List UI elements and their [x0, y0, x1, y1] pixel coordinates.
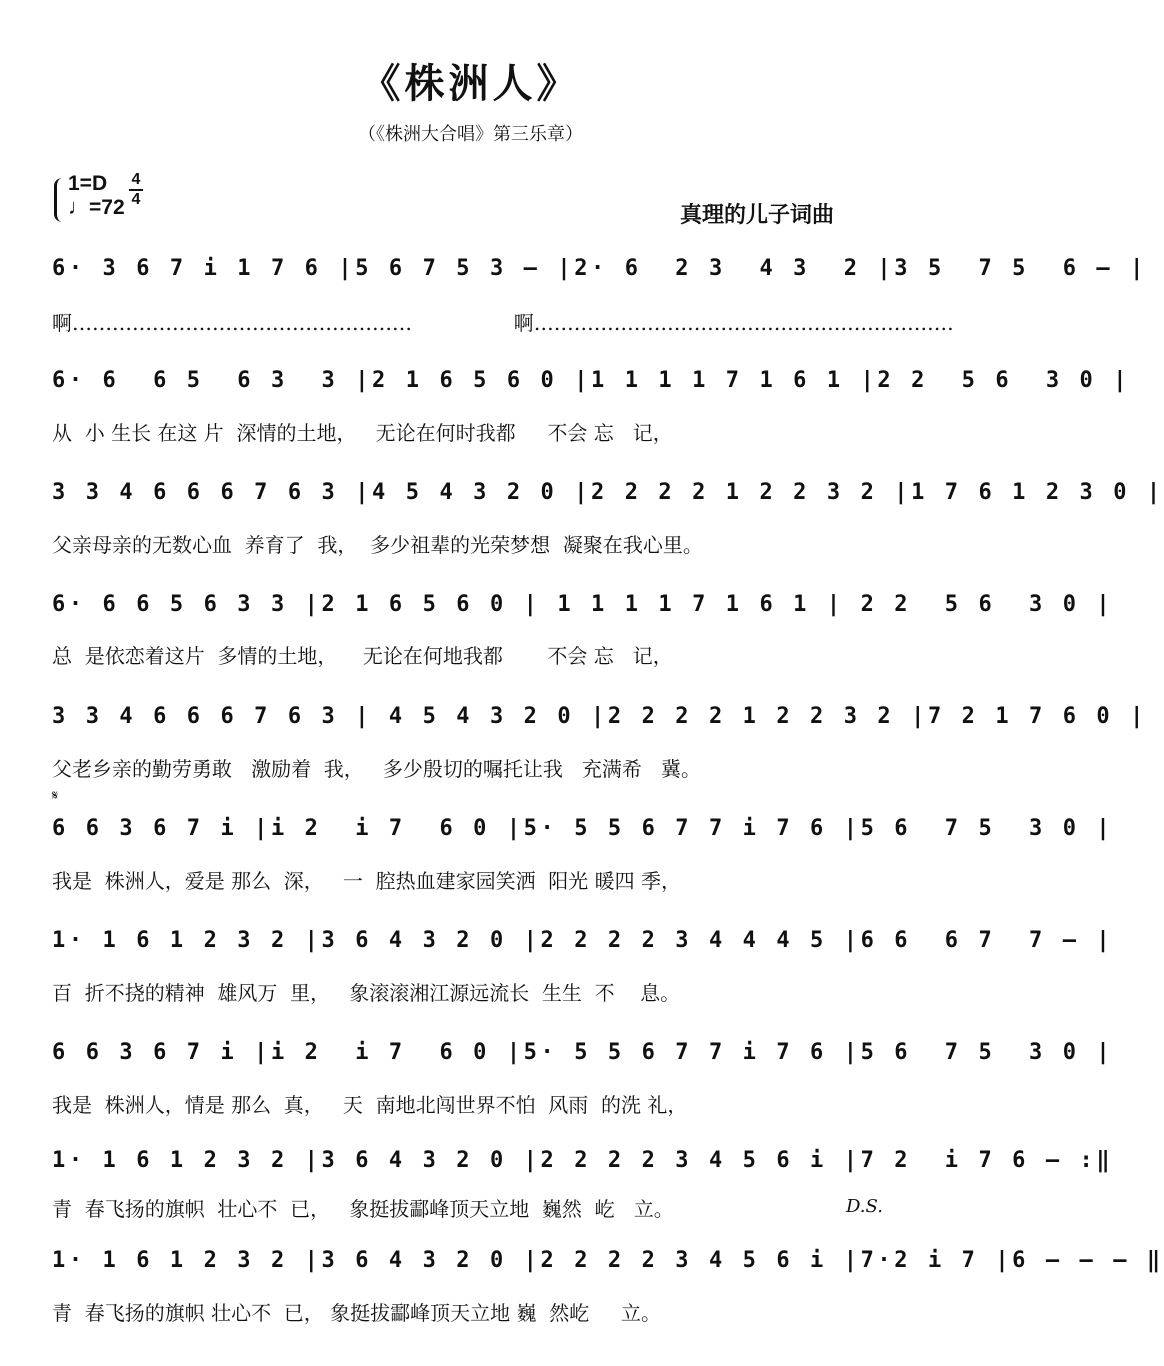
- tempo-value: ♩=72: [68, 196, 125, 219]
- jianpu-notes: 6· 6 6 5 6 3 3 |2 1 6 5 6 0 |1 1 1 1 7 1 6 1 |2 2 5 6 3 0 |: [52, 368, 1131, 393]
- song-subtitle: （《株洲大合唱》第三乐章）: [358, 124, 583, 145]
- jianpu-notes: 6 6 3 6 7 i |i 2 i 7 6 0 |5· 5 5 6 7 7 i 7 6 |5 6 7 5 3 0 |: [52, 816, 1114, 841]
- jianpu-notes: 1· 1 6 1 2 3 2 |3 6 4 3 2 0 |2 2 2 2 3 4 4 4 5 |6 6 6 7 7 – |: [52, 928, 1114, 953]
- lyric-line: 啊…………………………………………… 啊………………………………………………………: [52, 311, 954, 335]
- notation-row: [52, 1246, 1164, 1276]
- notation-row: [52, 478, 1164, 508]
- jianpu-notes: 6 6 3 6 7 i |i 2 i 7 6 0 |5· 5 5 6 7 7 i 7 6 |5 6 7 5 3 0 |: [52, 1040, 1114, 1065]
- dal-segno-mark: D.S.: [846, 1196, 883, 1217]
- notation-row: [52, 702, 1147, 732]
- time-signature-top: 4: [131, 171, 141, 188]
- lyric-line: 百 折不挠的精神 雄风万 里， 象滚滚湘江源远流长 生生 不 息。: [52, 981, 681, 1005]
- time-signature: [129, 172, 143, 208]
- notation-row: [52, 926, 1114, 956]
- lyric-line: 我是 株洲人，爱是 那么 深， 一 腔热血建家园笑洒 阳光 暖四 季，: [52, 869, 682, 893]
- composer-credit: 真理的儿子词曲: [680, 203, 835, 228]
- key-signature: 1=D: [68, 172, 108, 195]
- notation-row: [52, 254, 1147, 284]
- lyric-line: 父亲母亲的无数心血 养育了 我， 多少祖辈的光荣梦想 凝聚在我心里。: [52, 533, 703, 557]
- notation-row: [52, 814, 1114, 844]
- quarter-note-icon: ♩: [68, 196, 89, 219]
- jianpu-notes: 1· 1 6 1 2 3 2 |3 6 4 3 2 0 |2 2 2 2 3 4 5 6 i |7 2 i 7 6 – :‖: [52, 1148, 1114, 1173]
- jianpu-notes: 6· 6 6 5 6 3 3 |2 1 6 5 6 0 | 1 1 1 1 7 1 6 1 | 2 2 5 6 3 0 |: [52, 592, 1114, 617]
- tempo-brace: [54, 178, 65, 222]
- lyric-line: 从 小 生长 在这 片 深情的土地， 无论在何时我都 不会 忘 记，: [52, 421, 673, 445]
- notation-row: [52, 1038, 1114, 1068]
- notation-row: [52, 1146, 1114, 1176]
- lyric-line: 青 春飞扬的旗帜 壮心不 已， 象挺拔酃峰顶天立地 巍 然屹 立。: [52, 1301, 662, 1325]
- jianpu-notes: 3 3 4 6 6 6 7 6 3 | 4 5 4 3 2 0 |2 2 2 2 1 2 2 3 2 |7 2 1 7 6 0 |: [52, 704, 1147, 729]
- notation-row: [52, 590, 1114, 620]
- jianpu-notes: 1· 1 6 1 2 3 2 |3 6 4 3 2 0 |2 2 2 2 3 4 5 6 i |7·2 i 7 |6 – – – ‖: [52, 1248, 1164, 1273]
- song-title: 《株洲人》: [360, 60, 581, 107]
- time-signature-bottom: 4: [131, 191, 141, 208]
- jianpu-notes: 6· 3 6 7 i 1 7 6 |5 6 7 5 3 – |2· 6 2 3 4 3 2 |3 5 7 5 6 – |: [52, 256, 1147, 281]
- notation-row: [52, 366, 1131, 396]
- lyric-line: 总 是依恋着这片 多情的土地， 无论在何地我都 不会 忘 记，: [52, 644, 673, 668]
- lyric-line: 父老乡亲的勤劳勇敢 激励着 我， 多少殷切的嘱托让我 充满希 冀。: [52, 757, 702, 781]
- lyric-line: 我是 株洲人，情是 那么 真， 天 南地北闯世界不怕 风雨 的洗 礼，: [52, 1093, 688, 1117]
- segno-icon: 𝄋: [52, 788, 59, 804]
- jianpu-notes: 3 3 4 6 6 6 7 6 3 |4 5 4 3 2 0 |2 2 2 2 1 2 2 3 2 |1 7 6 1 2 3 0 |: [52, 480, 1164, 505]
- lyric-line: 青 春飞扬的旗帜 壮心不 已， 象挺拔酃峰顶天立地 巍然 屹 立。: [52, 1197, 674, 1221]
